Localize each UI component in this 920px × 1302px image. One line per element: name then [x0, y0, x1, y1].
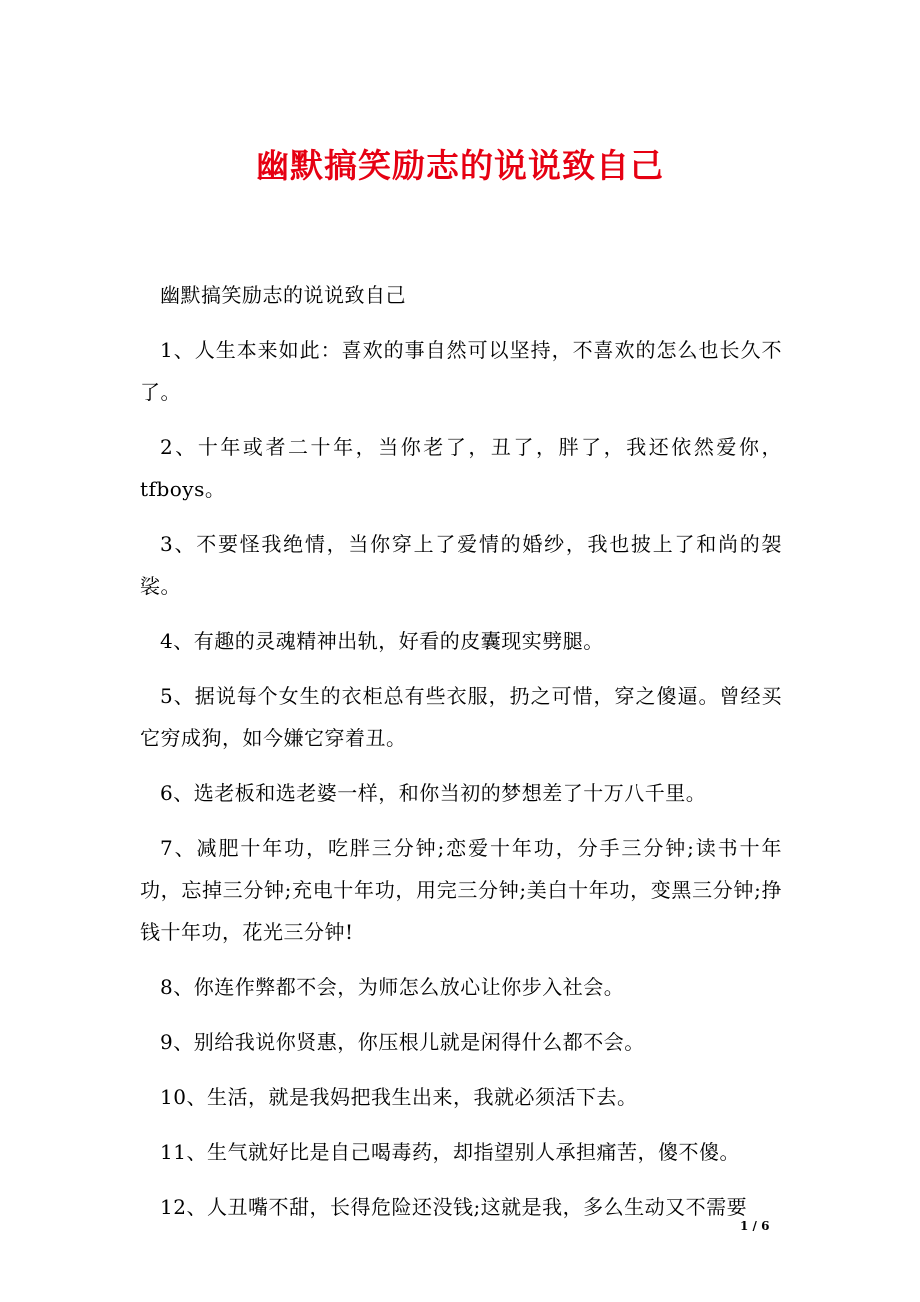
paragraph-item-5: 5、据说每个女生的衣柜总有些衣服，扔之可惜，穿之傻逼。曾经买它穷成狗，如今嫌它穿着丑。 [140, 684, 782, 750]
paragraph-item-2: 2、十年或者二十年，当你老了，丑了，胖了，我还依然爱你，tfboys。 [140, 435, 782, 501]
document-body [140, 274, 782, 1241]
paragraph-item-12: 12、人丑嘴不甜，长得危险还没钱;这就是我，多么生动又不需要 [160, 1195, 748, 1219]
paragraph-item-10: 10、生活，就是我妈把我生出来，我就必须活下去。 [160, 1085, 638, 1109]
paragraph-item-4: 4、有趣的灵魂精神出轨，好看的皮囊现实劈腿。 [160, 629, 604, 653]
paragraph-item-8: 8、你连作弊都不会，为师怎么放心让你步入社会。 [160, 975, 625, 999]
paragraph-item-6: 6、选老板和选老婆一样，和你当初的梦想差了十万八千里。 [160, 781, 707, 805]
paragraph-item-1: 1、人生本来如此：喜欢的事自然可以坚持，不喜欢的怎么也长久不了。 [140, 338, 782, 404]
document-title: 幽默搞笑励志的说说致自己 [256, 146, 664, 185]
page-number: 1 / 6 [740, 1219, 770, 1233]
paragraph-intro: 幽默搞笑励志的说说致自己 [160, 283, 406, 307]
paragraph-item-11: 11、生气就好比是自己喝毒药，却指望别人承担痛苦，傻不傻。 [160, 1140, 740, 1164]
paragraph-item-9: 9、别给我说你贤惠，你压根儿就是闲得什么都不会。 [160, 1030, 645, 1054]
paragraph-item-7: 7、减肥十年功，吃胖三分钟;恋爱十年功，分手三分钟;读书十年功，忘掉三分钟;充电十年功，用完三分钟;美白十年功，变黑三分钟;挣钱十年功，花光三分钟! [140, 836, 782, 944]
paragraph-item-3: 3、不要怪我绝情，当你穿上了爱情的婚纱，我也披上了和尚的袈裟。 [140, 532, 782, 598]
